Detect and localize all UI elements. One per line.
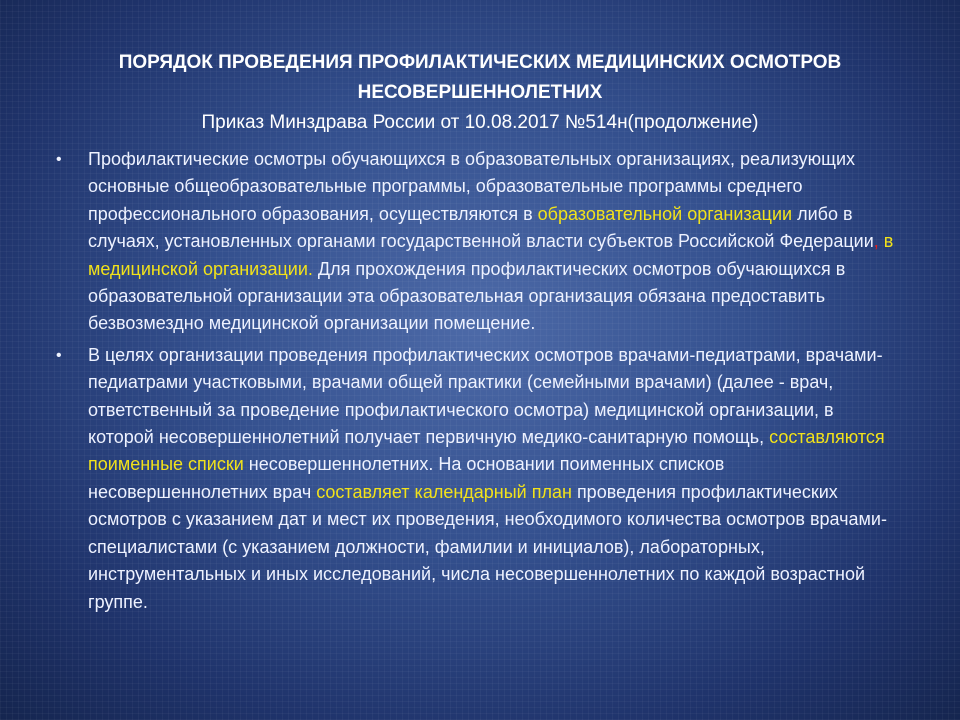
bullet-1-text-3: Для прохождения профилактических осмотров обучающихся в образовательной организации эта образовательная организация обязана предоставить безвозмездно медицинской организации помещение.	[88, 258, 846, 334]
bullet-item-1	[52, 146, 902, 338]
slide-title-line-1: ПОРЯДОК ПРОВЕДЕНИЯ ПРОФИЛАКТИЧЕСКИХ МЕДИЦИНСКИХ ОСМОТРОВ	[118, 52, 842, 73]
bullet-1-text-1: Профилактические осмотры обучающихся в образовательных организациях, реализующих основные общеобразовательные программы, образовательные программы среднего профессионального образования, осуществляются в	[88, 149, 855, 224]
slide-subtitle: Приказ Минздрава России от 10.08.2017 №514н(продолжение)	[201, 112, 759, 133]
bullet-list	[52, 146, 902, 620]
bullet-2-text-2: несовершеннолетних. На основании поименных списков несовершеннолетних врач	[88, 454, 725, 502]
bullet-icon: •	[56, 346, 62, 364]
bullet-2-highlight-plan: составляет календарный план	[316, 481, 572, 502]
slide-title-block	[40, 48, 920, 138]
slide-title-line-2: НЕСОВЕРШЕННОЛЕТНИХ	[357, 82, 603, 103]
bullet-1-highlight-educational-org: образовательной организации	[537, 203, 793, 224]
bullet-1-highlight-medical-org: в медицинской организации.	[88, 231, 894, 279]
bullet-2-text-3: проведения профилактических осмотров с указанием дат и мест их проведения, необходимого количества осмотров врачами-специалистами (с указанием должности, фамилии и инициалов), лабораторных, инструментальных и иных исследований, числа несовершеннолетних по каждой возрастной группе.	[88, 481, 887, 612]
bullet-1-text-2: либо в случаях, установленных органами государственной власти субъектов Российской Федерации	[88, 203, 874, 252]
bullet-item-2	[52, 342, 902, 616]
bullet-2-highlight-lists: составляются поименные списки	[88, 427, 885, 475]
bullet-2-text-1: В целях организации проведения профилактических осмотров врачами-педиатрами, врачами-педиатрами участковыми, врачами общей практики (семейными врачами) (далее - врач, ответственный за проведение профилактического осмотра) медицинской организации, в которой несовершеннолетний получает первичную медико-санитарную помощь,	[88, 344, 883, 448]
bullet-icon: •	[56, 151, 62, 168]
bullet-1-red-comma: ,	[873, 231, 884, 252]
